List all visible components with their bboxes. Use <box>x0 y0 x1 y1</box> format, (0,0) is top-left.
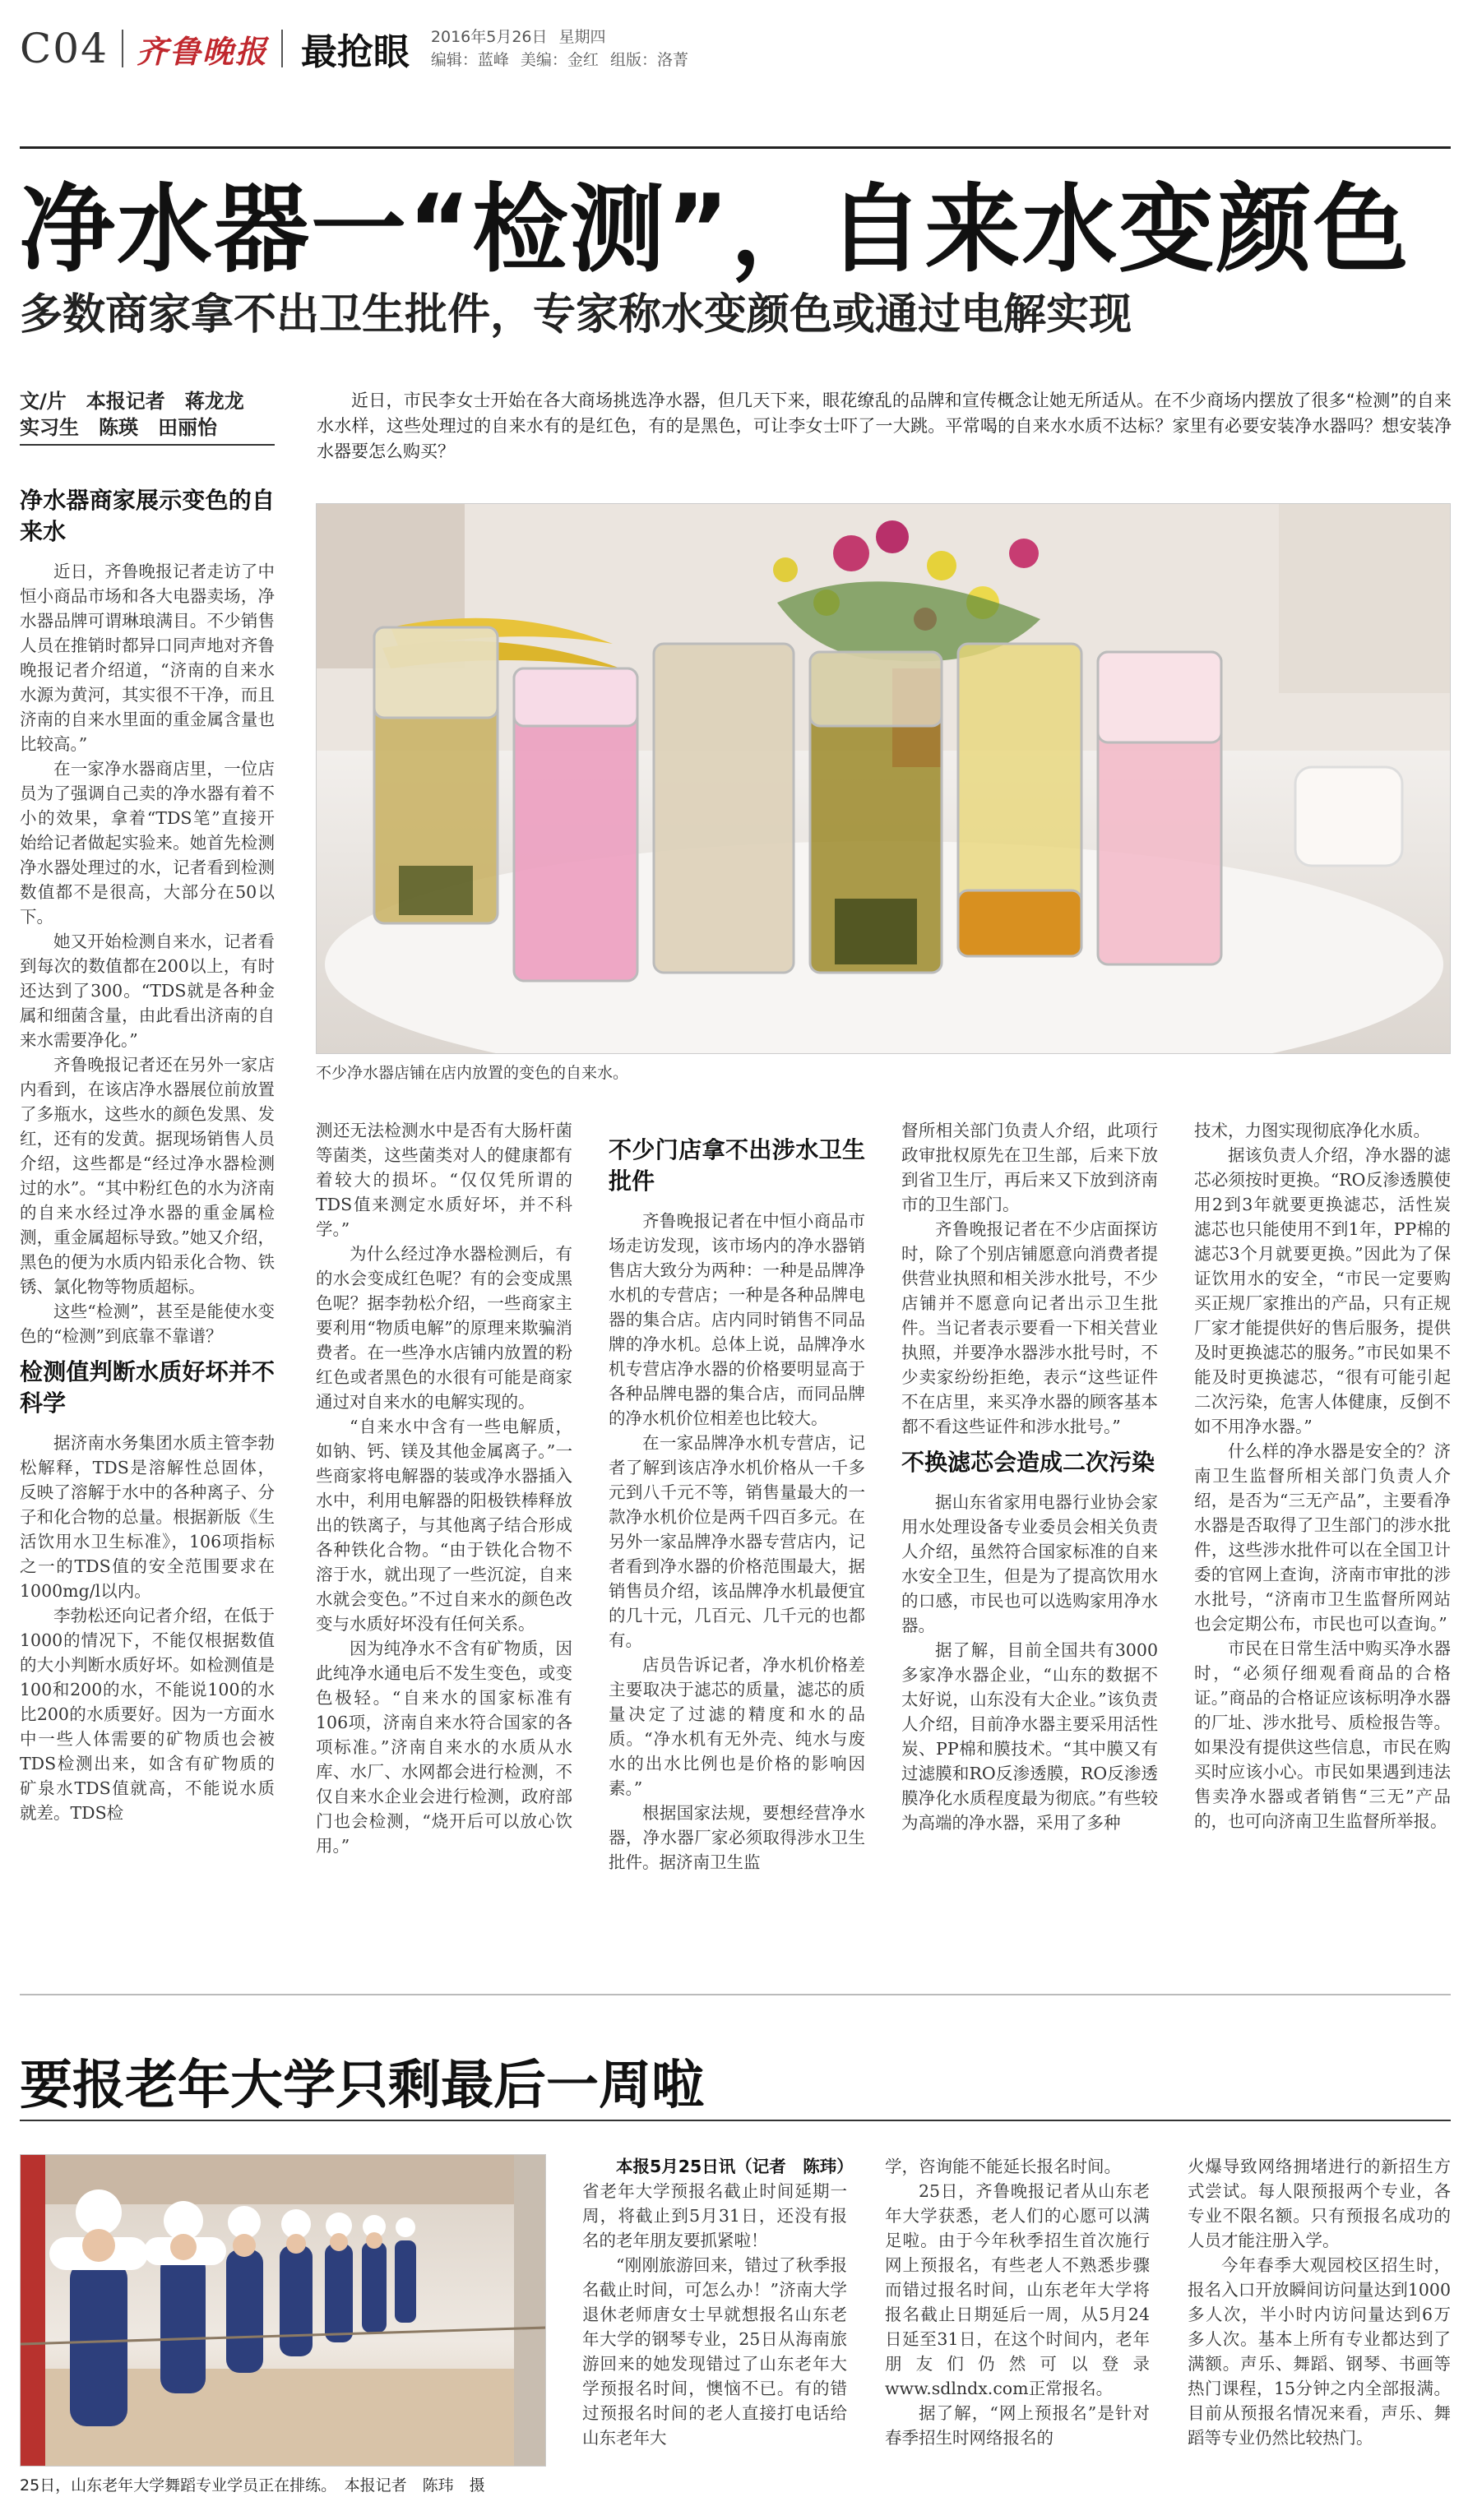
paragraph: 店员告诉记者，净水机价格差主要取决于滤芯的质量，滤芯的质量决定了过滤的精度和水的品质。“净水机有无外壳、纯水与废水的出水比例也是价格的影响因素。” <box>609 1655 865 1798</box>
dance-class-photo <box>20 2154 546 2467</box>
issue-date: 2016年5月26日 <box>430 28 548 46</box>
lead-paragraph: 近日，市民李女士开始在各大商场挑选净水器，但几天下来，眼花缭乱的品牌和宣传概念让她无所适从。在不少商场内摆放了很多“检测”的自来水水样，这些处理过的自来水有的是红色，有的是黑色，可让李女士吓了一大跳。平常喝的自来水水质不达标？家里有必要安装净水器吗？想安装净水器要怎么购买？ <box>317 391 1452 461</box>
masthead-divider <box>281 30 283 67</box>
main-photo <box>316 503 1451 1054</box>
article-column-1 <box>20 477 275 1825</box>
paragraph: 什么样的净水器是安全的？济南卫生监督所相关部门负责人介绍，是否为“三无产品”，主要看净水器是否取得了卫生部门的涉水批件，这些涉水批件可以在全国卫计委的官网上查询，济南市审批的涉水批号，“济南市卫生监督所网站也会定期公布，市民也可以查询。” <box>1194 1441 1451 1634</box>
paragraph: 这些“检测”，甚至是能使水变色的“检测”到底靠不靠谱？ <box>20 1302 275 1346</box>
byline-line: 实习生 陈瑛 田丽怡 <box>20 416 217 439</box>
section-subhead: 不换滤芯会造成二次污染 <box>901 1449 1155 1476</box>
section-name: 最抢眼 <box>300 31 410 73</box>
article-column-5 <box>1194 1118 1451 1833</box>
paragraph: 齐鲁晚报记者在不少店面探访时，除了个别店铺愿意向消费者提供营业执照和相关涉水批号，不少店铺并不愿意向记者出示卫生批件。当记者表示要看一下相关营业执照，并要净水器涉水批号时，不少卖家纷纷拒绝，表示“这些证件不在店里，来买净水器的顾客基本都不看这些证件和涉水批号。” <box>901 1219 1158 1436</box>
paragraph: 据山东省家用电器行业协会家用水处理设备专业委员会相关负责人介绍，虽然符合国家标准的自来水安全卫生，但是为了提高饮用水的口感，市民也可以选购家用净水器。 <box>901 1492 1158 1635</box>
paragraph: 齐鲁晚报记者还在另外一家店内看到，在该店净水器展位前放置了多瓶水，这些水的颜色发黑、发红，还有的发黄。据现场销售人员介绍，这些都是“经过净水器检测过的水”。“其中粉红色的水为济南的自来水经过净水器的重金属检测，重金属超标导致。”她又介绍，黑色的便为水质内铅汞化合物、铁锈、氯化物等物质超标。 <box>20 1055 275 1297</box>
photo-caption: 不少净水器店铺在店内放置的变色的自来水。 <box>316 1064 629 1082</box>
masthead <box>20 20 1451 77</box>
article-column-2 <box>316 1118 572 1858</box>
dateline: 本报5月25日讯（记者 陈玮） <box>616 2157 854 2176</box>
byline-line: 文/片 本报记者 蒋龙龙 <box>20 390 244 413</box>
section-divider <box>20 1994 1451 1995</box>
paragraph: 技术，力图实现彻底净化水质。 <box>1194 1121 1430 1140</box>
paragraph: 据济南水务集团水质主管李勃松解释，TDS是溶解性总固体，反映了溶解于水中的各种离子、分子和化合物的总量。根据新版《生活饮用水卫生标准》，106项指标之一的TDS值的安全范围要求在1000mg/l以内。 <box>20 1433 275 1601</box>
paragraph: 25日，齐鲁晚报记者从山东老年大学获悉，老人们的心愿可以满足啦。由于今年秋季招生首次施行网上预报名，有些老人不熟悉步骤而错过报名时间，山东老年大学将报名截止日期延后一周，从5月24日延至31日，在这个时间内，老年朋友们仍然可以登录www.sdlndx.com正常报名。 <box>885 2181 1150 2398</box>
paragraph: 近日，齐鲁晚报记者走访了中恒小商品市场和各大电器卖场，净水器品牌可谓琳琅满目。不少销售人员在推销时都异口同声地对齐鲁晚报记者介绍道，“济南的自来水水源为黄河，其实很不干净，而且济南的自来水里面的重金属含量也比较高。” <box>20 562 275 754</box>
paragraph: “刚刚旅游回来，错过了秋季报名截止时间，可怎么办！”济南大学退休老师唐女士早就想报名山东老年大学的钢琴专业，25日从海南旅游回来的她发现错过了山东老年大学预报名时间，懊恼不已。有的错过预报名时间的老人直接打电话给山东老年大 <box>582 2255 847 2448</box>
paragraph: 督所相关部门负责人介绍，此项行政审批权原先在卫生部，后来下放到省卫生厅，再后来又下放到济南市的卫生部门。 <box>901 1121 1158 1214</box>
article2-column-3 <box>1188 2154 1451 2450</box>
layout-credit: 组版：洛菁 <box>609 51 688 69</box>
section-subhead: 净水器商家展示变色的自来水 <box>20 487 275 545</box>
paragraph: 市民在日常生活中购买净水器时，“必须仔细观看商品的合格证。”商品的合格证应该标明净水器的厂址、涉水批号、质检报告等。如果没有提供这些信息，市民在购买时应该小心。市民如果遇到违法售卖净水器或者销售“三无”产品的，也可向济南卫生监督所举报。 <box>1194 1639 1451 1831</box>
section-subhead: 检测值判断水质好坏并不科学 <box>20 1358 275 1417</box>
art-editor-credit: 美编：金红 <box>520 51 599 69</box>
paragraph: 根据国家法规，要想经营净水器，净水器厂家必须取得涉水卫生批件。据济南卫生监 <box>609 1803 865 1872</box>
paragraph: “自来水中含有一些电解质，如钠、钙、镁及其他金属离子。”一些商家将电解器的装或净水器插入水中，利用电解器的阳极铁棒释放出的铁离子，与其他离子结合形成各种铁化合物。“由于铁化合物不溶于水，就出现了一些沉淀，自来水就会变色。”不过自来水的颜色改变与水质好坏没有任何关系。 <box>316 1417 572 1634</box>
section-subhead: 不少门店拿不出涉水卫生批件 <box>609 1136 865 1195</box>
paragraph: 据了解，“网上预报名”是针对春季招生时网络报名的 <box>885 2403 1150 2448</box>
issue-meta <box>431 25 700 72</box>
paragraph: 因为纯净水不含有矿物质，因此纯净水通电后不发生变色，或变色极轻。“自来水的国家标准有106项，济南自来水符合国家的各项标准。”济南自来水的水质从水库、水厂、水网都会进行检测，不仅自来水企业会进行检测，政府部门也会检测，“烧开后可以放心饮用。” <box>316 1639 572 1856</box>
paragraph: 测还无法检测水中是否有大肠杆菌等菌类，这些菌类对人的健康都有着较大的损坏。“仅仅凭所谓的TDS值来测定水质好坏，并不科学。” <box>316 1121 572 1239</box>
second-headline: 要报老年大学只剩最后一周啦 <box>20 2055 704 2116</box>
paragraph: 省老年大学预报名截止时间延期一周，将截止到5月31日，还没有报名的老年朋友要抓紧啦！ <box>582 2181 847 2250</box>
photo-caption: 25日，山东老年大学舞蹈专业学员正在排练。 本报记者 陈玮 摄 <box>20 2476 485 2495</box>
byline-rule <box>20 444 275 446</box>
paragraph: 据了解，目前全国共有3000多家净水器企业，“山东的数据不太好说，山东没有大企业。”该负责人介绍，目前净水器主要采用活性炭、PP棉和膜技术。“其中膜又有过滤膜和RO反渗透膜，RO反渗透膜净化水质程度最为彻底。”有些较为高端的净水器，采用了多种 <box>901 1640 1158 1833</box>
article2-column-2 <box>885 2154 1150 2450</box>
paragraph: 她又开始检测自来水，记者看到每次的数值都在200以上，有时还达到了300。“TDS就是各种金属和细菌含量，由此看出济南的自来水需要净化。” <box>20 932 275 1050</box>
issue-weekday: 星期四 <box>558 28 606 46</box>
masthead-divider <box>122 30 123 67</box>
paragraph: 今年春季大观园校区招生时，报名入口开放瞬间访问量达到1000多人次，半小时内访问量达到6万多人次。基本上所有专业都达到了满额。声乐、舞蹈、钢琴、书画等热门课程，15分钟之内全部报满。目前从预报名情况来看，声乐、舞蹈等专业仍然比较热门。 <box>1188 2255 1451 2448</box>
article2-column-1 <box>582 2154 854 2450</box>
article-column-4 <box>901 1118 1158 1835</box>
paragraph: 学，咨询能不能延长报名时间。 <box>885 2157 1121 2176</box>
paragraph: 火爆导致网络拥堵进行的新招生方式尝试。每人限预报两个专业，各专业不限名额。只有预报名成功的人员才能注册入学。 <box>1188 2157 1451 2250</box>
water-glasses-illustration <box>317 504 1451 1054</box>
paragraph: 齐鲁晚报记者在中恒小商品市场走访发现，该市场内的净水器销售店大致分为两种：一种是品牌净水机的专营店；一种是各种品牌电器的集合店。店内同时销售不同品牌的净水机。总体上说，品牌净水机专营店净水器的价格要明显高于各种品牌电器的集合店，而同品牌的净水机价位相差也比较大。 <box>609 1211 865 1428</box>
newspaper-logo: 齐鲁晚报 <box>136 32 268 70</box>
main-headline: 净水器一“检测”，自来水变颜色 <box>20 174 1410 285</box>
article-column-3 <box>609 1126 865 1875</box>
byline <box>20 388 283 441</box>
top-rule <box>20 146 1451 149</box>
page-number: C04 <box>20 25 109 72</box>
paragraph: 在一家净水器商店里，一位店员为了强调自己卖的净水器有着不小的效果，拿着“TDS笔”直接开始给记者做起实验来。她首先检测净水器处理过的水，记者看到检测数值都不是很高，大部分在50以下。 <box>20 759 275 927</box>
paragraph: 据该负责人介绍，净水器的滤芯必须按时更换。“RO反渗透膜使用2到3年就要更换滤芯，活性炭滤芯也只能使用不到1年，PP棉的滤芯3个月就要更换。”因此为了保证饮用水的安全，“市民一定要购买正规厂家推出的产品，只有正规厂家才能提供好的售后服务，提供及时更换滤芯的服务。”市民如果不能及时更换滤芯，“很有可能引起二次污染，危害人体健康，反倒不如不用净水器。” <box>1194 1145 1451 1436</box>
paragraph: 李勃松还向记者介绍，在低于1000的情况下，不能仅根据数值的大小判断水质好坏。如检测值是100和200的水，不能说100的水比200的水质要好。因为一方面水中一些人体需要的矿物质也会被TDS检测出来，如含有矿物质的矿泉水TDS值就高，不能说水质就差。TDS检 <box>20 1606 275 1823</box>
dancers-illustration <box>21 2155 546 2467</box>
paragraph: 为什么经过净水器检测后，有的水会变成红色呢？有的会变成黑色呢？据李勃松介绍，一些商家主要利用“物质电解”的原理来欺骗消费者。在一些净水店铺内放置的粉红色或者黑色的水很有可能是商家通过对自来水的电解实现的。 <box>316 1244 572 1412</box>
editor-credit: 编辑：蓝峰 <box>430 51 509 69</box>
headline-rule <box>20 2120 1451 2121</box>
paragraph: 在一家品牌净水机专营店，记者了解到该店净水机价格从一千多元到八千元不等，销售量最大的一款净水机价位是两千四百多元。在另外一家品牌净水器专营店内，记者看到净水器的价格范围最大，据销售员介绍，该品牌净水机最便宜的几十元，几百元、几千元的也都有。 <box>609 1433 865 1650</box>
sub-headline: 多数商家拿不出卫生批件，专家称水变颜色或通过电解实现 <box>20 290 1132 340</box>
